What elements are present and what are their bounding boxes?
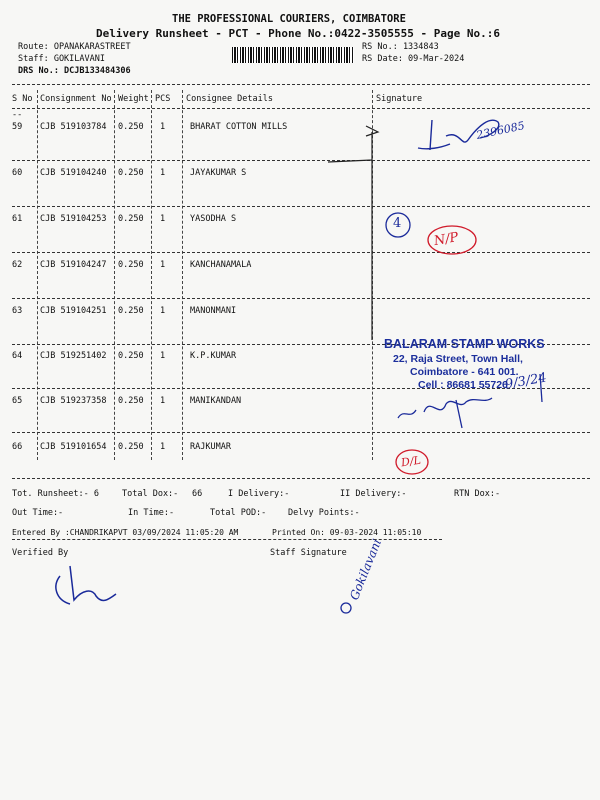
row-name: YASODHA S — [190, 214, 237, 224]
printed-on: Printed On: 09-03-2024 11:05:10 — [272, 528, 422, 537]
row-pcs: 1 — [160, 396, 166, 406]
row-sno: 59 — [12, 122, 23, 132]
row-name: KANCHANAMALA — [190, 260, 252, 270]
ii-delivery: II Delivery:- — [340, 489, 407, 499]
row-weight: 0.250 — [118, 442, 144, 452]
route-label: Route: OPANAKARASTREET — [18, 42, 131, 52]
row-name: JAYAKUMAR S — [190, 168, 247, 178]
row-pcs: 1 — [160, 351, 166, 361]
row-sno: 60 — [12, 168, 23, 178]
row-cno: CJB 519104240 — [40, 168, 107, 178]
row-weight: 0.250 — [118, 168, 144, 178]
total-dox-value: 66 — [192, 489, 203, 499]
company-name: THE PROFESSIONAL COURIERS, COIMBATORE — [172, 13, 406, 25]
row-cno: CJB 519237358 — [40, 396, 107, 406]
row-sno: 63 — [12, 306, 23, 316]
verified-by: Verified By — [12, 548, 69, 558]
rs-date: RS Date: 09-Mar-2024 — [362, 54, 465, 64]
date-65: 9/3/24 — [504, 370, 548, 393]
col-pcs: PCS — [155, 94, 171, 104]
staff-signature-name: Gokilavani — [347, 537, 385, 602]
entered-by: Entered By :CHANDRIKAPVT 03/09/2024 11:05:20 AM — [12, 528, 239, 537]
row-weight: 0.250 — [118, 260, 144, 270]
drs-number: DRS No.: DCJB133484306 — [18, 66, 131, 76]
stamp-address-1: 22, Raja Street, Town Hall, — [393, 353, 523, 365]
row-name: MANONMANI — [190, 306, 237, 316]
row-pcs: 1 — [160, 122, 166, 132]
col-consignee: Consignee Details — [186, 94, 273, 104]
rtn-dox: RTN Dox:- — [454, 489, 501, 499]
staff-sig-circle — [341, 603, 351, 613]
total-dox-label: Total Dox:- — [122, 489, 179, 499]
in-time: In Time:- — [128, 508, 175, 518]
row-cno: CJB 519104247 — [40, 260, 107, 270]
row-weight: 0.250 — [118, 214, 144, 224]
stamp-name: BALARAM STAMP WORKS — [384, 337, 545, 351]
bracket-arrow — [328, 126, 378, 340]
sig-59-number: 2396085 — [475, 119, 526, 142]
row-name: MANIKANDAN — [190, 396, 242, 406]
dl-mark: D/L — [400, 453, 422, 470]
row-weight: 0.250 — [118, 122, 144, 132]
row-pcs: 1 — [160, 306, 166, 316]
out-time: Out Time:- — [12, 508, 64, 518]
row-sno: 66 — [12, 442, 23, 452]
dash-mark: -- — [12, 110, 23, 120]
row-sno: 61 — [12, 214, 23, 224]
row-pcs: 1 — [160, 168, 166, 178]
stamp-cell: Cell : 86681 55726 — [418, 379, 508, 391]
runsheet-subtitle: Delivery Runsheet - PCT - Phone No.:0422-3505555 - Page No.:6 — [96, 27, 500, 40]
col-signature: Signature — [376, 94, 423, 104]
col-sno: S No — [12, 94, 33, 104]
mark-61: 4 — [393, 216, 402, 231]
row-pcs: 1 — [160, 442, 166, 452]
row-name: K.P.KUMAR — [190, 351, 237, 361]
tot-runsheet: Tot. Runsheet:- 6 — [12, 489, 99, 499]
row-sno: 62 — [12, 260, 23, 270]
row-cno: CJB 519104251 — [40, 306, 107, 316]
row-name: BHARAT COTTON MILLS — [190, 122, 288, 132]
i-delivery: I Delivery:- — [228, 489, 290, 499]
row-weight: 0.250 — [118, 396, 144, 406]
row-weight: 0.250 — [118, 351, 144, 361]
staff-label: Staff: GOKILAVANI — [18, 54, 105, 64]
row-name: RAJKUMAR — [190, 442, 231, 452]
row-weight: 0.250 — [118, 306, 144, 316]
col-consignment: Consignment No — [40, 94, 112, 104]
row-cno: CJB 519104253 — [40, 214, 107, 224]
staff-signature-label: Staff Signature — [270, 548, 347, 558]
col-weight: Weight — [118, 94, 149, 104]
row-sno: 65 — [12, 396, 23, 406]
row-cno: CJB 519251402 — [40, 351, 107, 361]
row-sno: 64 — [12, 351, 23, 361]
row-pcs: 1 — [160, 260, 166, 270]
delvy-points: Delvy Points:- — [288, 508, 360, 518]
row-pcs: 1 — [160, 214, 166, 224]
total-pod: Total POD:- — [210, 508, 267, 518]
np-mark: N/P — [432, 229, 460, 250]
signature-65-scribble — [398, 398, 492, 428]
row-cno: CJB 519103784 — [40, 122, 107, 132]
stamp-address-2: Coimbatore - 641 001. — [410, 366, 519, 378]
row-cno: CJB 519101654 — [40, 442, 107, 452]
rs-number: RS No.: 1334843 — [362, 42, 439, 52]
